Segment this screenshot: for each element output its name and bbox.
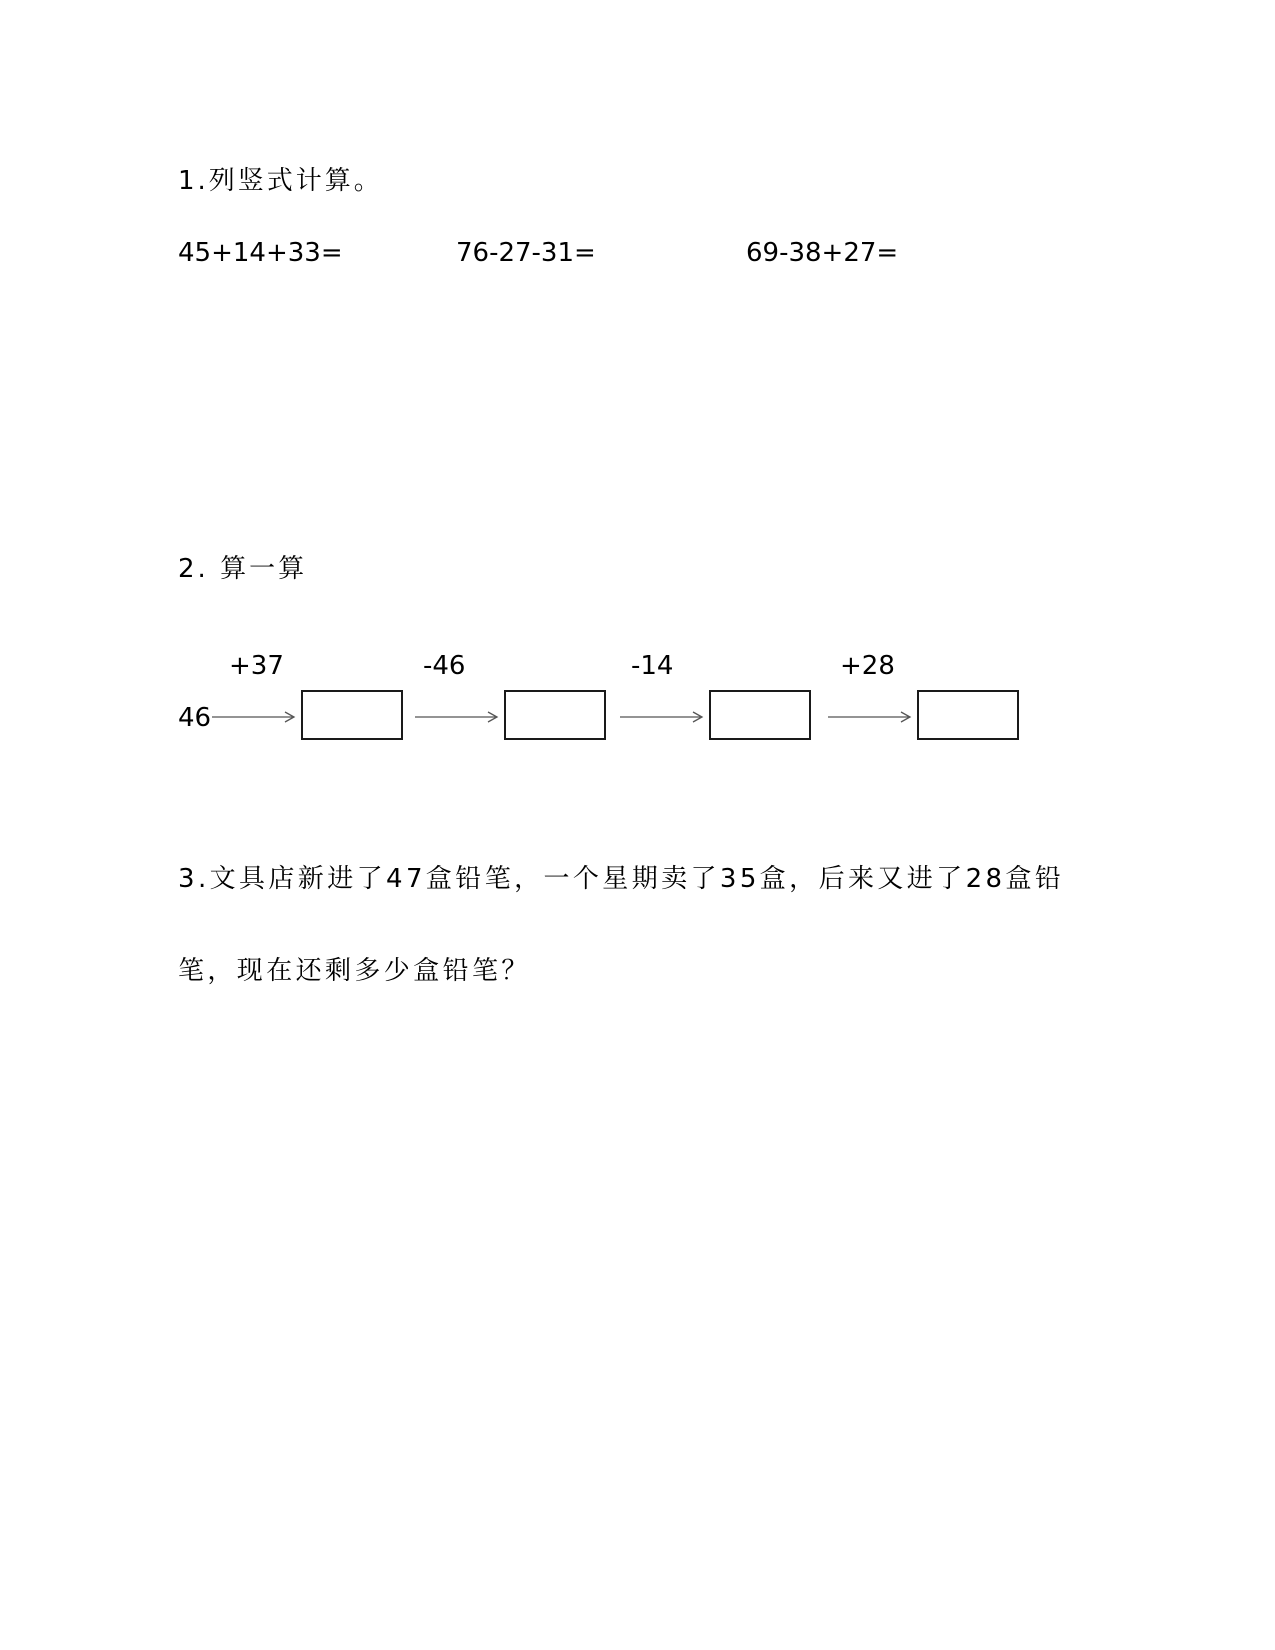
problem-1: 45+14+33= [178, 238, 343, 268]
question-3-line-2: 笔，现在还剩多少盒铅笔？ [178, 956, 531, 986]
operation-label-2: -46 [423, 651, 466, 681]
question-3-line-1: 3.文具店新进了47盒铅笔，一个星期卖了35盒，后来又进了28盒铅 [178, 864, 1065, 894]
arrow-1 [212, 710, 296, 724]
operation-label-1: +37 [229, 651, 284, 681]
arrow-3 [620, 710, 704, 724]
arrow-4 [828, 710, 912, 724]
start-number: 46 [178, 703, 212, 733]
problem-2: 76-27-31= [456, 238, 596, 268]
answer-box-3[interactable] [709, 690, 811, 740]
answer-box-2[interactable] [504, 690, 606, 740]
question-1-title: 1.列竖式计算。 [178, 166, 383, 196]
answer-box-1[interactable] [301, 690, 403, 740]
operation-label-4: +28 [840, 651, 895, 681]
question-2-title: 2. 算一算 [178, 554, 308, 584]
arrow-2 [415, 710, 499, 724]
operation-label-3: -14 [631, 651, 674, 681]
answer-box-4[interactable] [917, 690, 1019, 740]
problem-3: 69-38+27= [746, 238, 899, 268]
